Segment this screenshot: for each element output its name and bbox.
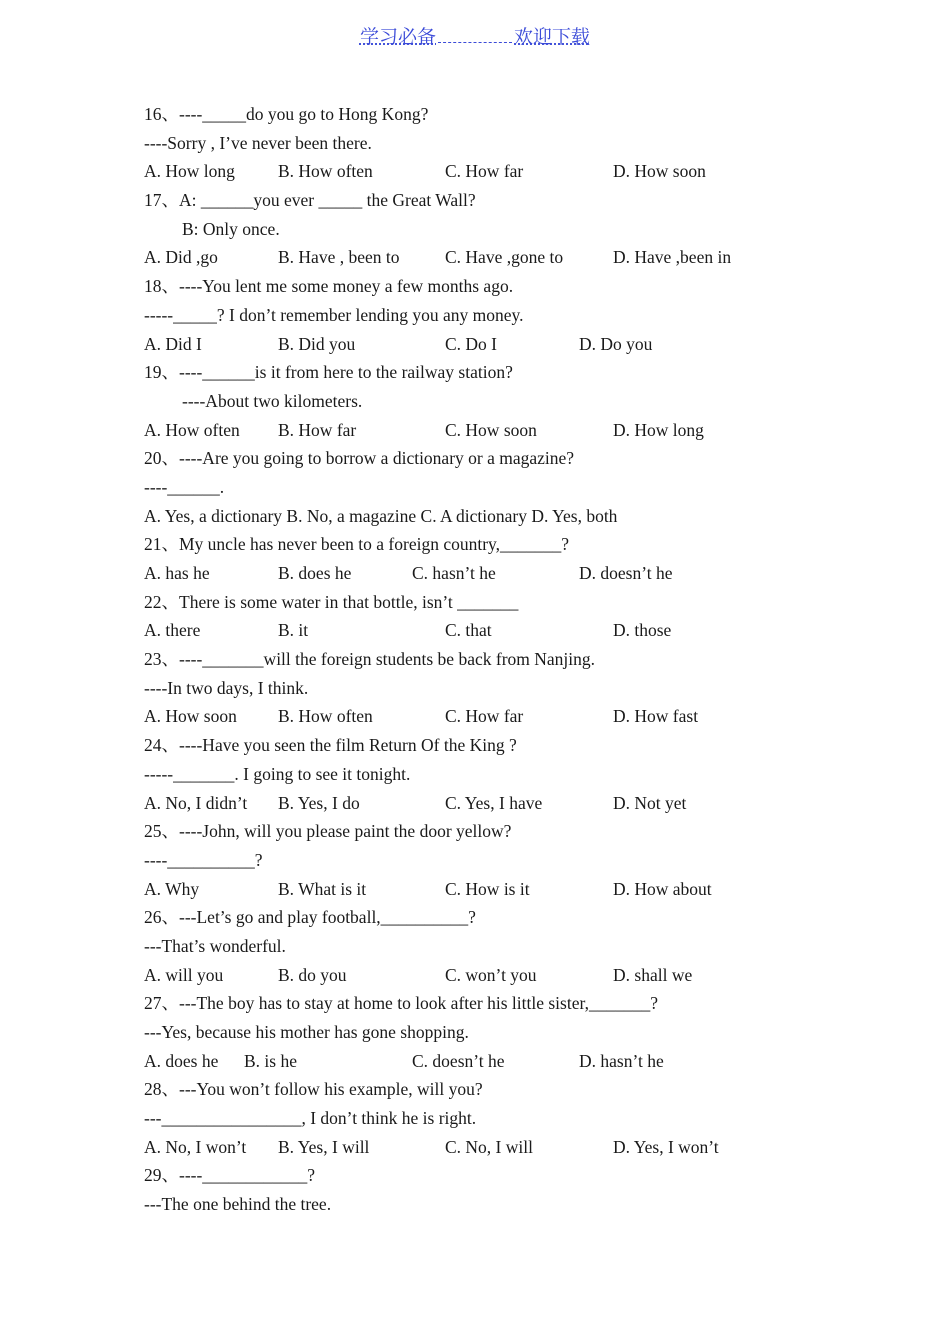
question-28-reply: ---________________, I don’t think he is right.: [144, 1108, 477, 1129]
question-18-stem: 18、----You lent me some money a few months ago.: [144, 276, 514, 297]
option-c: C. Have ,gone to: [445, 247, 564, 268]
option-d: D. Have ,been in: [613, 247, 732, 268]
option-c: C. hasn’t he: [412, 563, 496, 583]
header-left-text: 学习必备: [359, 26, 436, 48]
header-dashed-gap: [438, 42, 512, 43]
question-18-options: [144, 330, 844, 359]
question-25-options: [144, 875, 844, 904]
option-c: C. How far: [445, 706, 524, 727]
question-20-options: A. Yes, a dictionary B. No, a magazine C. A dictionary D. Yes, both: [144, 505, 618, 526]
option-d: D. those: [613, 620, 672, 641]
option-d: D. How fast: [613, 706, 699, 727]
question-18-reply: -----_____? I don’t remember lending you any money.: [144, 304, 524, 325]
option-d: D. How long: [613, 419, 704, 440]
question-23-stem: 23、----_______will the foreign students be back from Nanjing.: [144, 649, 596, 670]
option-c: C. How is it: [445, 878, 530, 899]
option-a: A. How soon: [144, 706, 237, 727]
question-23-reply: ----In two days, I think.: [144, 677, 309, 698]
question-25-reply: ----__________?: [144, 849, 263, 870]
question-25-stem: 25、----John, will you please paint the door yellow?: [144, 821, 512, 842]
question-23-options: [144, 702, 844, 731]
option-c: C. doesn’t he: [412, 1050, 505, 1071]
question-17-stem: 17、A: ______you ever _____ the Great Wall?: [144, 190, 476, 211]
option-a: A. No, I didn’t: [144, 792, 248, 813]
option-a: A. Did ,go: [144, 247, 218, 268]
question-27-reply: ---Yes, because his mother has gone shopping.: [144, 1022, 469, 1042]
option-c: C. won’t you: [445, 964, 537, 985]
option-b: B. What is it: [278, 878, 367, 899]
question-21-stem: 21、My uncle has never been to a foreign country,_______?: [144, 534, 570, 555]
question-22-stem: 22、There is some water in that bottle, isn’t _______: [144, 591, 519, 612]
question-17-options: [144, 243, 844, 272]
option-a: A. How often: [144, 419, 240, 440]
option-c: C. How soon: [445, 419, 537, 440]
option-b: B. Yes, I will: [278, 1136, 370, 1157]
option-a: A. No, I won’t: [144, 1136, 247, 1157]
option-d: D. hasn’t he: [579, 1050, 664, 1071]
option-b: B. How often: [278, 161, 373, 182]
option-b: B. How often: [278, 706, 373, 727]
question-27-options: [144, 1047, 844, 1076]
option-d: D. Yes, I won’t: [613, 1136, 719, 1157]
question-19-stem: 19、----______is it from here to the railway station?: [144, 362, 513, 383]
header-right-text: 欢迎下载: [514, 26, 591, 48]
option-d: D. How about: [613, 878, 712, 899]
option-b: B. do you: [278, 964, 347, 985]
option-a: A. will you: [144, 964, 224, 985]
option-b: B. it: [278, 620, 309, 641]
option-b: B. Did you: [278, 333, 356, 354]
option-c: C. Yes, I have: [445, 792, 543, 813]
question-28-stem: 28、---You won’t follow his example, will you?: [144, 1079, 483, 1100]
option-b: B. Have , been to: [278, 247, 400, 268]
question-29-stem: 29、----____________?: [144, 1165, 316, 1186]
question-20-reply: ----______.: [144, 476, 225, 497]
question-26-options: [144, 961, 844, 990]
option-c: C. How far: [445, 161, 524, 182]
option-a: A. Why: [144, 878, 200, 899]
question-24-options: [144, 789, 844, 818]
option-b: B. does he: [278, 563, 352, 583]
question-22-options: [144, 616, 844, 645]
question-17-reply: B: Only once.: [182, 218, 280, 239]
option-d: D. doesn’t he: [579, 563, 673, 583]
question-list: [144, 100, 844, 1219]
question-28-options: [144, 1133, 844, 1162]
page-header: [0, 22, 950, 49]
option-a: A. has he: [144, 563, 210, 583]
option-d: D. Not yet: [613, 792, 687, 813]
option-a: A. does he: [144, 1050, 219, 1071]
option-c: C. Do I: [445, 333, 498, 354]
option-a: A. How long: [144, 161, 235, 182]
question-21-options: [144, 559, 844, 588]
option-d: D. How soon: [613, 161, 706, 182]
question-19-reply: ----About two kilometers.: [182, 390, 363, 411]
option-b: B. is he: [244, 1050, 297, 1071]
question-29-reply: ---The one behind the tree.: [144, 1194, 332, 1215]
option-b: B. How far: [278, 419, 357, 440]
question-20-stem: 20、----Are you going to borrow a dictionary or a magazine?: [144, 448, 575, 469]
question-19-options: [144, 416, 844, 445]
option-d: D. shall we: [613, 964, 693, 985]
question-26-stem: 26、---Let’s go and play football,__________?: [144, 907, 476, 928]
question-16-stem: 16、----_____do you go to Hong Kong?: [144, 104, 429, 124]
question-27-stem: 27、---The boy has to stay at home to look after his little sister,_______?: [144, 993, 658, 1014]
question-24-reply: -----_______. I going to see it tonight.: [144, 763, 411, 784]
option-c: C. No, I will: [445, 1136, 533, 1157]
question-16-options: [144, 157, 844, 186]
question-16-reply: ----Sorry , I’ve never been there.: [144, 132, 372, 153]
option-c: C. that: [445, 620, 492, 641]
question-24-stem: 24、----Have you seen the film Return Of the King ?: [144, 735, 517, 756]
option-a: A. Did I: [144, 333, 202, 354]
option-a: A. there: [144, 620, 201, 641]
option-d: D. Do you: [579, 333, 653, 354]
option-b: B. Yes, I do: [278, 792, 360, 813]
question-26-reply: ---That’s wonderful.: [144, 935, 286, 956]
